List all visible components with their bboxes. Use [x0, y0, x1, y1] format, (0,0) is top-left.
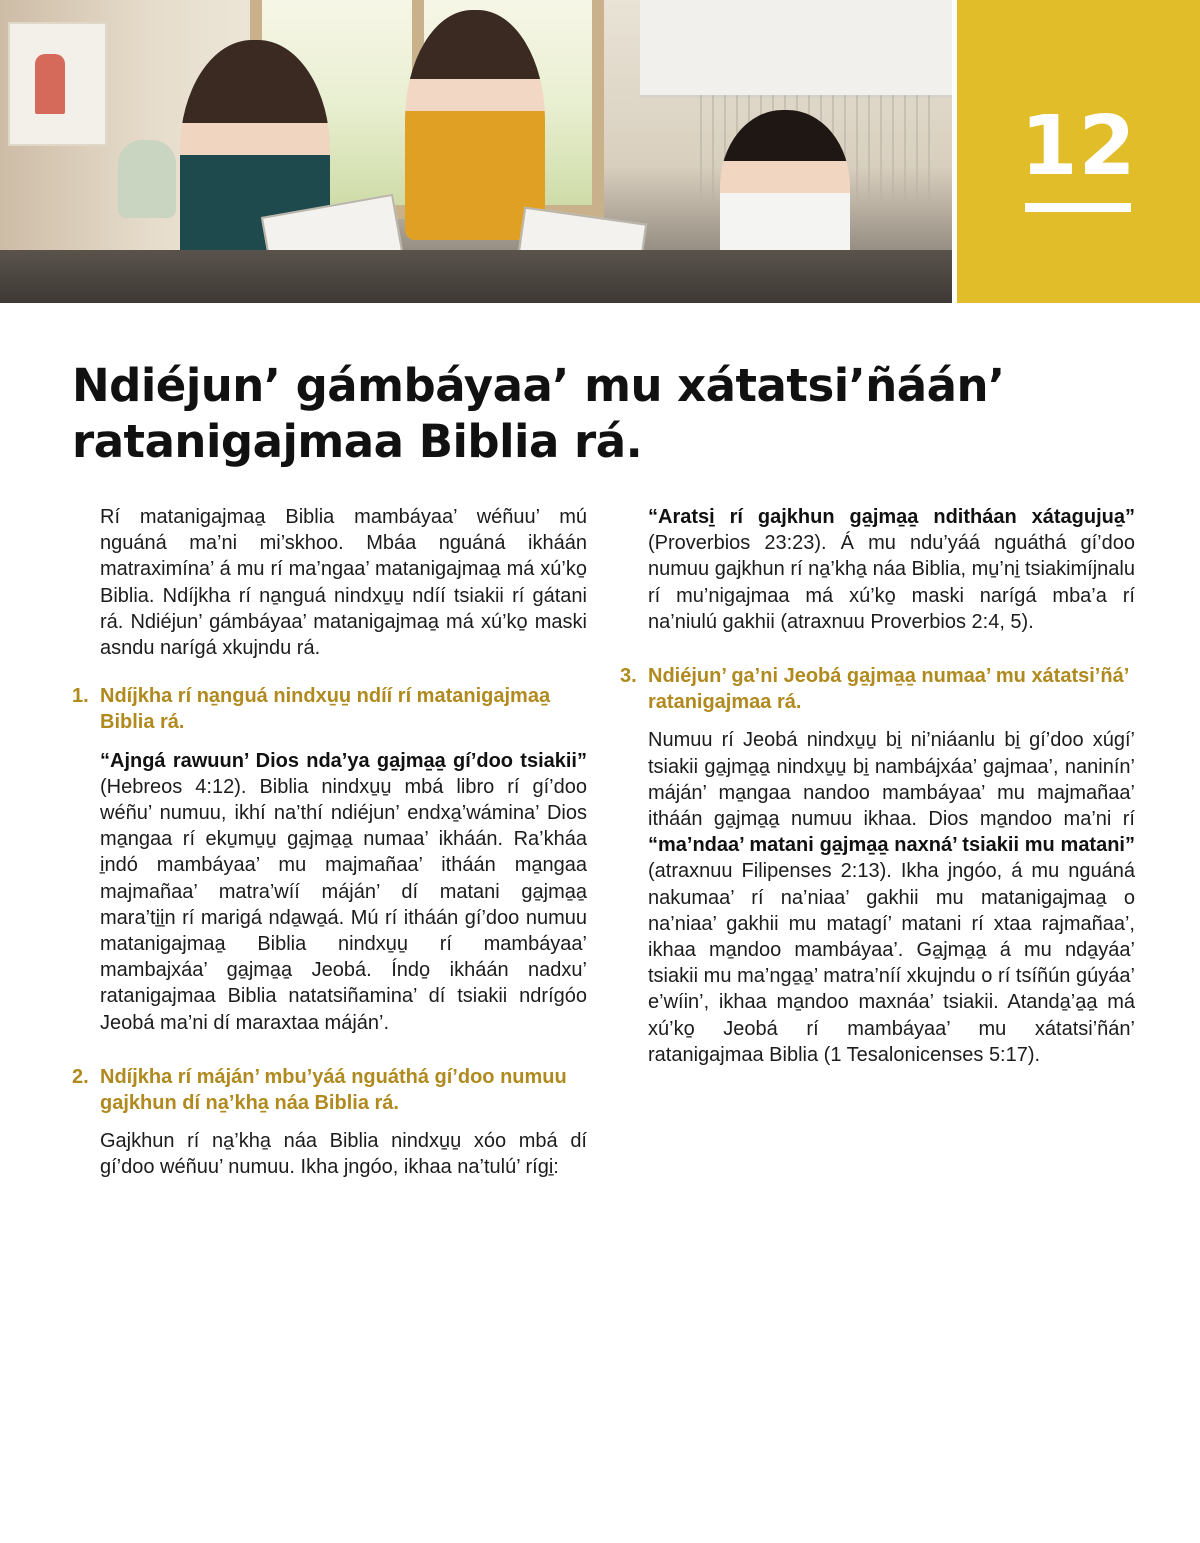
answer-1-text: (Hebreos 4:12). Biblia nindxu̱u̱ mbá libro rí gí’doo wéñu’ numuu, ikhí na’thí ndiéjun’ endxa̱’wámina’ Dios ma̱ngaa rí eku̱mu̱u̱ ga̱jma̱a̱ numaa’ ikháán. Ra’kháa i̱ndó mambáyaa’ mu majmañaa’ itháán ma̱ngaa majmañaa’ matra’wíí máján’ dí matani ga̱jma̱a̱ mara’ti̱i̱n rí marigá nda̱wa̱á. Mú rí itháán gí’doo numuu matanigajmaa̱ Biblia nindxu̱u̱ rí mambáyaa’ mambajxáa’ ga̱jma̱a̱ Jeobá. Índo̱ ikháán nadxu’ ratanigajmaa Biblia natatsiñamina’ dí tsiakii ndrígóo Jeobá ma’ni dí maraxtaa máján’. — [100, 775, 587, 1034]
header-photo — [0, 0, 952, 303]
question-1-number: 1. — [72, 685, 89, 708]
answer-2-paragraph-part-b — [620, 504, 1135, 635]
question-2 — [72, 1064, 587, 1116]
chapter-underline — [1025, 203, 1131, 212]
question-3-number: 3. — [620, 665, 637, 688]
answer-2-text-a: Gajkhun rí na̱’kha̱ náa Biblia nindxu̱u̱ xóo mbá dí gí’doo wéñuu’ numuu. Ikha jngóo, ikhaa na’tulú’ rígi̱: — [100, 1130, 587, 1179]
intro-paragraph: Rí matanigajmaa̱ Biblia mambáyaa’ wéñuu’ mú nguáná ma’ni mi’skhoo. Mbáa nguáná ikháán matraximína’ á mu rí ma’ngaa’ matanigajmaa̱ má xú’ko̱ Biblia. Ndíjkha rí na̱nguá nindxu̱u̱ ndíí tsiakii rí gátani rá. Ndiéjun’ gámbáyaa’ matanigajmaa̱ má xú’ko̱ maski asndu narígá xkujndu rá. — [100, 506, 587, 660]
photo-child-drawing — [8, 22, 107, 146]
answer-1-paragraph — [72, 748, 587, 1036]
question-3 — [620, 663, 1135, 715]
question-2-text: Ndíjkha rí máján’ mbu’yáá nguáthá gí’doo numuu gajkhun dí na̱’kha̱ náa Biblia rá. — [100, 1065, 567, 1115]
question-1 — [72, 683, 587, 735]
answer-3-text-a: Numuu rí Jeobá nindxu̱u̱ bi̱ ni’niáanlu bi̱ gí’doo xúgí’ tsiakii ga̱jma̱a̱ nindxu̱u̱ bi̱ nambájxáa’ gajmaa’, naninín’ máján’ ma̱ngaa nandoo mambáyaa’ mu majmañaa’ itháán ga̱jma̱a̱ numuu ikhaa. Dios ma̱ndoo ma’ni rí — [648, 729, 1135, 831]
answer-1-quote: “Ajngá rawuun’ Dios nda’ya ga̱jma̱a̱ gí’doo tsiakii” — [100, 749, 587, 772]
chapter-number: 12 — [1020, 99, 1137, 194]
answer-3-quote: “ma’ndaa’ matani ga̱jma̱a̱ naxná’ tsiakii mu matani” — [648, 834, 1135, 857]
question-1-text: Ndíjkha rí na̱nguá nindxu̱u̱ ndíí rí matanigajmaa̱ Biblia rá. — [100, 685, 551, 734]
photo-counter — [0, 250, 952, 303]
chapter-tab — [957, 0, 1200, 303]
page-title: Ndiéjun’ gámbáyaa’ mu xátatsi’ñáán’ ratanigajmaa Biblia rá. — [72, 359, 1005, 468]
right-column — [620, 504, 1135, 1068]
answer-2-quote: “Aratsi̱ rí gajkhun ga̱jma̱a̱ nditháan xátagujua̱” — [648, 506, 1135, 528]
photo-person-girl — [405, 10, 545, 240]
photo-person-boy — [720, 110, 850, 270]
answer-3-paragraph — [620, 727, 1135, 1068]
answer-2-paragraph-part-a — [72, 1128, 587, 1180]
answer-3-text-b: (atraxnuu Filipenses 2:13). Ikha jngóo, á mu nguáná nakumaa’ rí na’niaa’ gakhii mu matanigajmaa̱ o na’niaa’ gakhii mu matagí’ matani rí xtaa rajmañaa’, ikhaa ma̱ndoo mambáyaa’. Ga̱jma̱a̱ á mu nda̱yáa’ tsiakii mu ma’nga̱a̱’ matra’níí xkujndu o rí tsíñún gúyáa’ e’wíin’, ikhaa ma̱ndoo maxnáa’ tsiakii. Atanda̱’a̱a̱ má xú’ko̱ Jeobá rí mambáyaa’ mu xátatsi’ñán’ ratanigajmaa Biblia (1 Tesalonicenses 5:17). — [648, 860, 1135, 1066]
question-3-text: Ndiéjun’ ga’ni Jeobá ga̱jma̱a̱ numaa’ mu xátatsi’ñá’ ratanigajmaa rá. — [648, 665, 1129, 714]
photo-kettle — [118, 140, 176, 218]
answer-2-text-b: (Proverbios 23:23). Á mu ndu’yáá nguáthá gí’doo numuu gajkhun rí na̱’kha̱ náa Biblia, mu̱’ni̱ tsiakimíjnalu rí mu’nigajmaa má xú’ko̱ maski narígá mba’a rí na’niulú gakhii (atraxnuu Proverbios 2:4, 5). — [648, 532, 1135, 633]
left-column — [72, 504, 587, 1181]
question-2-number: 2. — [72, 1065, 89, 1088]
